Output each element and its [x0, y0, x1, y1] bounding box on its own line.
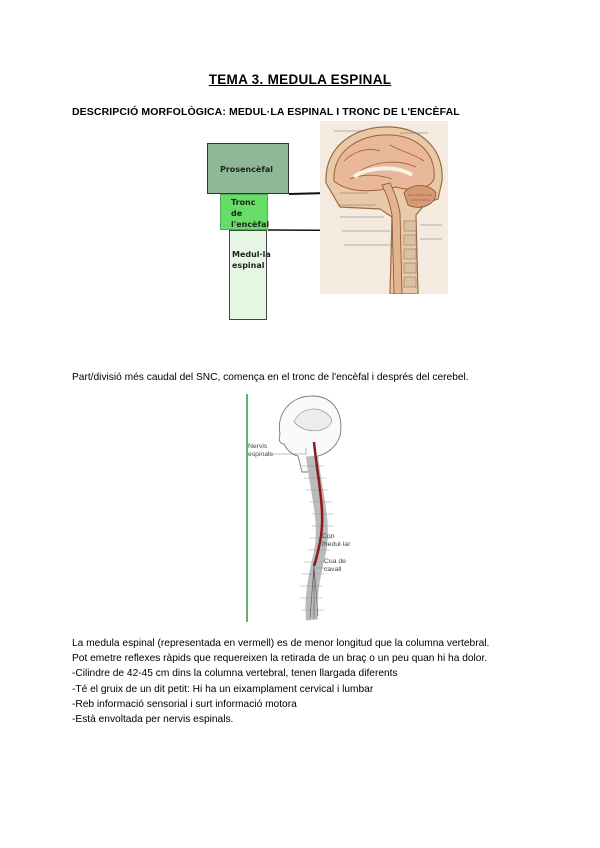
- body-line: Pot emetre reflexes ràpids que requereixen la retirada de un braç o un peu quan hi ha dolor.: [72, 653, 488, 665]
- brain-sagittal-illustration: [320, 121, 448, 294]
- bullet-line: -Té el gruix de un dit petit: Hi ha un eixamplament cervical i lumbar: [72, 683, 374, 695]
- bullet-line: -Reb informació sensorial i surt informació motora: [72, 698, 297, 710]
- label-con-line-2: medul·lar: [322, 541, 351, 548]
- body-paragraph: [72, 636, 489, 727]
- page-title: TEMA 3. MEDULA ESPINAL: [208, 72, 392, 87]
- prosencefal-label: Prosencèfal: [220, 165, 273, 174]
- section-heading: DESCRIPCIÓ MORFOLÒGICA: MEDUL·LA ESPINAL I TRONC DE L'ENCÈFAL: [72, 106, 460, 118]
- paragraph-intro: Part/divisió més caudal del SNC, comença en el tronc de l'encèfal i després del cerebel.: [72, 372, 469, 383]
- tronc-label-line-2: l'encèfal: [231, 220, 270, 229]
- label-cua-de-cavall: [324, 558, 346, 574]
- label-nervis-line-2: espinals: [248, 451, 273, 458]
- label-cua-line-1: Cua de: [324, 558, 346, 565]
- medul-label-line-2: espinal: [232, 261, 265, 270]
- label-con-medullar: [322, 533, 350, 549]
- label-nervis-espinals: [248, 443, 273, 459]
- label-cua-line-2: cavall: [324, 566, 342, 573]
- medul-label-line-1: Medul·la: [232, 250, 271, 259]
- label-con-line-1: Con: [322, 533, 335, 540]
- bullet-line: -Està envoltada per nervis espinals.: [72, 714, 234, 726]
- label-nervis-line-1: Nervis: [248, 443, 268, 450]
- body-line: La medula espinal (representada en vermell) es de menor longitud que la columna vertebral.: [72, 638, 490, 649]
- bullet-line: -Cilindre de 42-45 cm dins la columna vertebral, tenen llargada diferents: [72, 668, 398, 680]
- spinal-cord-illustration: [240, 392, 370, 624]
- tronc-label-line-1: Tronc de: [231, 198, 256, 218]
